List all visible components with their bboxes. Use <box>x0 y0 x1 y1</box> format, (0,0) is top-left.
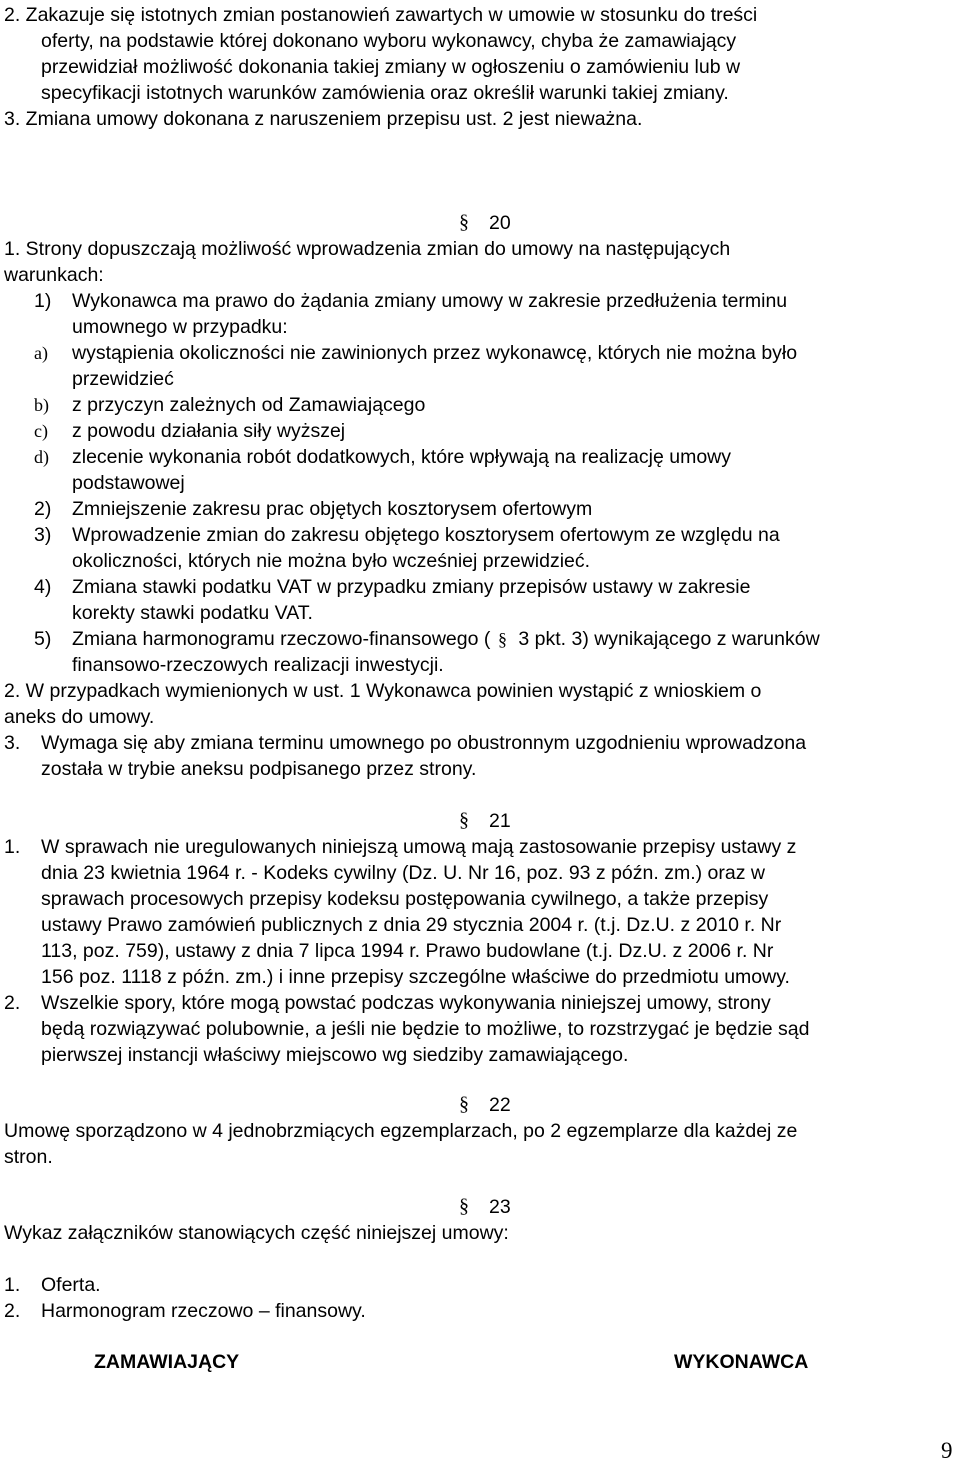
text-line: przewidzieć <box>72 368 174 390</box>
list-number: 3) <box>34 524 52 546</box>
list-number: 4) <box>34 576 52 598</box>
page-number: 9 <box>941 1438 953 1463</box>
svg-text:§: § <box>498 630 508 648</box>
text-line: finansowo-rzeczowych realizacji inwestycji. <box>72 654 444 676</box>
list-number: 3. <box>4 732 21 754</box>
text-line: pierwszej instancji właściwy miejscowo wg siedziby zamawiającego. <box>41 1044 629 1066</box>
attachment-item: Oferta. <box>41 1274 101 1296</box>
section-number: 20 <box>489 212 511 234</box>
list-number: 2. <box>4 1300 21 1322</box>
text-line: aneks do umowy. <box>4 706 155 728</box>
svg-text:§: § <box>459 212 469 232</box>
text-line: W sprawach nie uregulowanych niniejszą umową mają zastosowanie przepisy ustawy z <box>41 836 797 858</box>
list-number: 1. <box>4 836 21 858</box>
text-line: przewidział możliwość dokonania takiej zmiany w ogłoszeniu o zamówieniu lub w <box>41 56 741 78</box>
list-number: 1) <box>34 290 52 312</box>
text-line: umownego w przypadku: <box>72 316 288 338</box>
text-fragment: Zmiana harmonogramu rzeczowo-finansowego ( <box>72 628 491 650</box>
section-number: 22 <box>489 1094 511 1116</box>
list-letter: c) <box>34 421 48 441</box>
list-number: 1. <box>4 1274 21 1296</box>
section-sign-icon <box>459 1196 473 1216</box>
text-line: Wymaga się aby zmiana terminu umownego po obustronnym uzgodnieniu wprowadzona <box>41 732 807 754</box>
text-line: 113, poz. 759), ustawy z dnia 7 lipca 1994 r. Prawo budowlane (t.j. Dz.U. z 2006 r. Nr <box>41 940 774 962</box>
text-fragment: 3 pkt. 3) wynikającego z warunków <box>518 628 820 650</box>
svg-text:§: § <box>459 1094 469 1114</box>
section-sign-icon <box>459 1094 473 1114</box>
section-sign-icon <box>498 630 510 648</box>
text-line: 156 poz. 1118 z późn. zm.) i inne przepisy szczególne właściwe do przedmiotu umowy. <box>41 966 790 988</box>
section-heading <box>459 808 511 834</box>
list-letter: d) <box>34 447 49 467</box>
text-line: specyfikacji istotnych warunków zamówienia oraz określił warunki takiej zmiany. <box>41 82 729 104</box>
text-line: Zmniejszenie zakresu prac objętych kosztorysem ofertowym <box>72 498 593 520</box>
section-number: 23 <box>489 1196 511 1218</box>
text-line: Wykaz załączników stanowiących część niniejszej umowy: <box>4 1222 509 1244</box>
text-line: stron. <box>4 1146 53 1168</box>
text-line: korekty stawki podatku VAT. <box>72 602 313 624</box>
list-letter: b) <box>34 395 49 415</box>
list-number: 2) <box>34 498 52 520</box>
text-line: 2. Zakazuje się istotnych zmian postanowień zawartych w umowie w stosunku do treści <box>4 4 758 26</box>
text-line: podstawowej <box>72 472 185 494</box>
text-line: oferty, na podstawie której dokonano wyboru wykonawcy, chyba że zamawiający <box>41 30 737 52</box>
text-line: będą rozwiązywać polubownie, a jeśli nie będzie to możliwe, to rozstrzygać je będzie sąd <box>41 1018 810 1040</box>
text-line: Wykonawca ma prawo do żądania zmiany umowy w zakresie przedłużenia terminu <box>72 290 788 312</box>
text-line: 3. Zmiana umowy dokonana z naruszeniem przepisu ust. 2 jest nieważna. <box>4 108 643 130</box>
list-number: 2. <box>4 992 21 1014</box>
section-sign-icon <box>459 810 473 830</box>
text-line: Umowę sporządzono w 4 jednobrzmiących egzemplarzach, po 2 egzemplarze dla każdej ze <box>4 1120 798 1142</box>
attachment-item: Harmonogram rzeczowo – finansowy. <box>41 1300 366 1322</box>
text-line: okoliczności, których nie można było wcześniej przewidzieć. <box>72 550 591 572</box>
text-line: Wprowadzenie zmian do zakresu objętego kosztorysem ofertowym ze względu na <box>72 524 780 546</box>
section-sign-icon <box>459 212 473 232</box>
text-line: 1. Strony dopuszczają możliwość wprowadzenia zmian do umowy na następujących <box>4 238 731 260</box>
list-number: 5) <box>34 628 52 650</box>
text-line: 2. W przypadkach wymienionych w ust. 1 Wykonawca powinien wystąpić z wnioskiem o <box>4 680 762 702</box>
text-line: Zmiana stawki podatku VAT w przypadku zmiany przepisów ustawy w zakresie <box>72 576 751 598</box>
text-line: ustawy Prawo zamówień publicznych z dnia 29 stycznia 2004 r. (t.j. Dz.U. z 2010 r. Nr <box>41 914 782 936</box>
section-number: 21 <box>489 810 511 832</box>
section-heading <box>459 210 511 236</box>
text-line: warunkach: <box>4 264 104 286</box>
signature-label-contracting-party: ZAMAWIAJĄCY <box>94 1351 240 1373</box>
text-line: z przyczyn zależnych od Zamawiającego <box>72 394 426 416</box>
section-heading <box>459 1194 511 1220</box>
text-line: dnia 23 kwietnia 1964 r. - Kodeks cywilny (Dz. U. Nr 16, poz. 93 z późn. zm.) oraz w <box>41 862 765 884</box>
text-line: wystąpienia okoliczności nie zawinionych przez wykonawcę, których nie można było <box>72 342 798 364</box>
signature-label-contractor: WYKONAWCA <box>674 1351 809 1373</box>
text-line: z powodu działania siły wyższej <box>72 420 346 442</box>
svg-text:§: § <box>459 810 469 830</box>
list-letter: a) <box>34 343 48 363</box>
text-line: sprawach procesowych przepisy kodeksu postępowania cywilnego, a także przepisy <box>41 888 769 910</box>
section-heading <box>459 1092 511 1118</box>
text-line: zlecenie wykonania robót dodatkowych, które wpływają na realizację umowy <box>72 446 732 468</box>
text-line: Wszelkie spory, które mogą powstać podczas wykonywania niniejszej umowy, strony <box>41 992 771 1014</box>
svg-text:§: § <box>459 1196 469 1216</box>
text-line <box>72 626 820 652</box>
text-line: została w trybie aneksu podpisanego przez strony. <box>41 758 477 780</box>
